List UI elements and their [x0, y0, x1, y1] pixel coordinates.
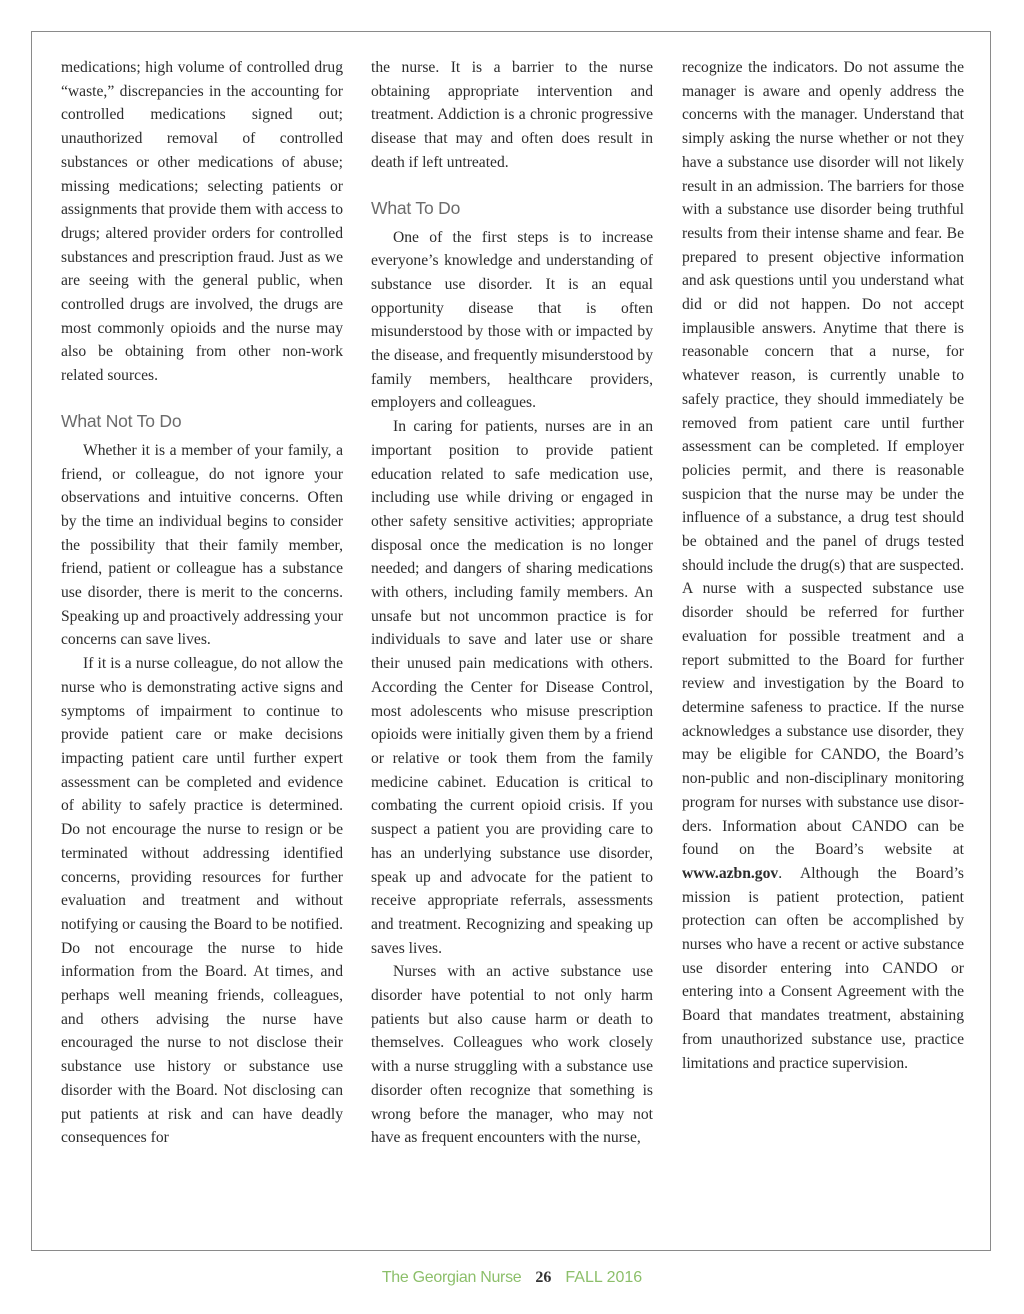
section-heading-what-not-to-do: What Not To Do [61, 410, 182, 431]
paragraph-text: recognize the indicators. Do not assume the manager is aware and openly address the concerns with the manager. Understand that simply asking the nurse whether or not they have a substance use disorder will not likely result in an admission. The barriers for those with a substance use disorder being truthful results from their intense shame and fear. Be prepared to present objective information and ask questions until you understand what did or did not happen. Do not accept implausible answers. Anytime that there is reasonable concern that a nurse, for whatever reason, is currently unable to safely practice, they should immediately be removed from patient care until further assessment can be completed. If employer policies permit, and there is reasonable suspicion that the nurse may be under the influence of a substance, a drug test should be obtained and the panel of drugs tested should include the drug(s) that are suspected. A nurse with a suspected substance use disorder should be referred for further evaluation for possible treatment and a report submitted to the Board for further review and investigation by the Board to determine safeness to practice. If the nurse acknowledges a substance use disorder, they may be eligible for CANDO, the Board’s non-public and non-disciplinary monitoring program for nurses with substance use disorders. Information about CANDO can be found on the Board’s website at [682, 59, 964, 859]
paragraph: medications; high volume of controlled drug “waste,” discrepancies in the accounting for controlled medications signed out; unauthorized removal of controlled substances or other medications of abuse; missing medications; selecting patients or assignments that provide them with access to drugs; altered provider orders for controlled substances and prescription fraud. Just as we are seeing with the general public, when controlled drugs are involved, the drugs are most commonly opioids and the nurse may also be obtaining from other non-work related sources. [61, 59, 343, 385]
column-3 [682, 56, 964, 1075]
page-number: 26 [535, 1269, 552, 1286]
column-2 [371, 56, 653, 1150]
issue-label: FALL 2016 [565, 1269, 643, 1286]
paragraph: Whether it is a member of your family, a friend, or colleague, do not ignore your observations and intuitive concerns. Often by the time an individual begins to consider the possibility that their family member, friend, patient or colleague has a substance use disorder, there is merit to the concerns. Speaking up and proactively addressing your concerns can save lives. [61, 441, 343, 649]
paragraph: If it is a nurse colleague, do not allow the nurse who is demonstrating active signs and symptoms of impairment to continue to provide patient care or make decisions impacting patient care until further expert assessment can be completed and evidence of ability to safely practice is determined. Do not encourage the nurse to resign or be terminated without addressing identified concerns, providing resources for further evaluation and treatment and without notifying or causing the Board to be notified. Do not encourage the nurse to hide information from the Board. At times, and perhaps well meaning friends, colleagues, and others advising the nurse have encouraged the nurse to not disclose their substance use history or substance use disorder with the Board. Not disclosing can put patients at risk and can have deadly consequences for [61, 655, 343, 1147]
paragraph: One of the first steps is to increase everyone’s knowledge and understanding of substance use disorder. It is an equal opportunity disease that is often misunderstood by those with or impacted by the disease, and frequently misunderstood by family members, healthcare providers, employers and colleagues. [371, 228, 653, 412]
column-1 [61, 56, 343, 1150]
section-heading-what-to-do: What To Do [371, 197, 461, 218]
paragraph: In caring for patients, nurses are in an important position to provide patient education related to safe medication use, including use while driving or engaged in other safety sensitive activities; appropriate disposal once the medication is no longer needed; and dangers of sharing medications with others, including family members. An unsafe but not uncommon practice is for individuals to save and later use or share their unused pain medications with others. According the Center for Disease Control, most adolescents who misuse prescription opioids were initially given them by a friend or relative or took them from the family medicine cabinet. Education is critical to combating the current opioid crisis. If you suspect a patient you are providing care to has an underlying substance use disorder, speak up and advocate for the patient to receive appropriate referrals, assessments and treatment. Recognizing and speaking up saves lives. [371, 418, 653, 957]
paragraph [682, 56, 964, 1075]
paragraph-text: . Although the Board’s mission is patient protection, patient protection can often be accomplished by nurses who have a recent or active substance use disorder entering into CANDO or entering into a Consent Agreement with the Board that mandates treatment, abstaining from unauthorized substance use, practice limitations and practice supervision. [682, 864, 964, 1072]
page-footer [0, 1268, 1024, 1288]
publication-name: The Georgian Nurse [381, 1269, 522, 1286]
paragraph: Nurses with an active substance use disorder have potential to not only harm patients but also cause harm or death to themselves. Colleagues who work closely with a nurse struggling with a substance use disorder often recognize that something is wrong before the manager, who may not have as frequent encounters with the nurse, [371, 963, 653, 1147]
website-link[interactable]: www.azbn.gov [682, 864, 779, 882]
paragraph: the nurse. It is a barrier to the nurse obtaining appropriate intervention and treatment. Addiction is a chronic progressive disease that may and often does result in death if left untreated. [371, 59, 653, 171]
